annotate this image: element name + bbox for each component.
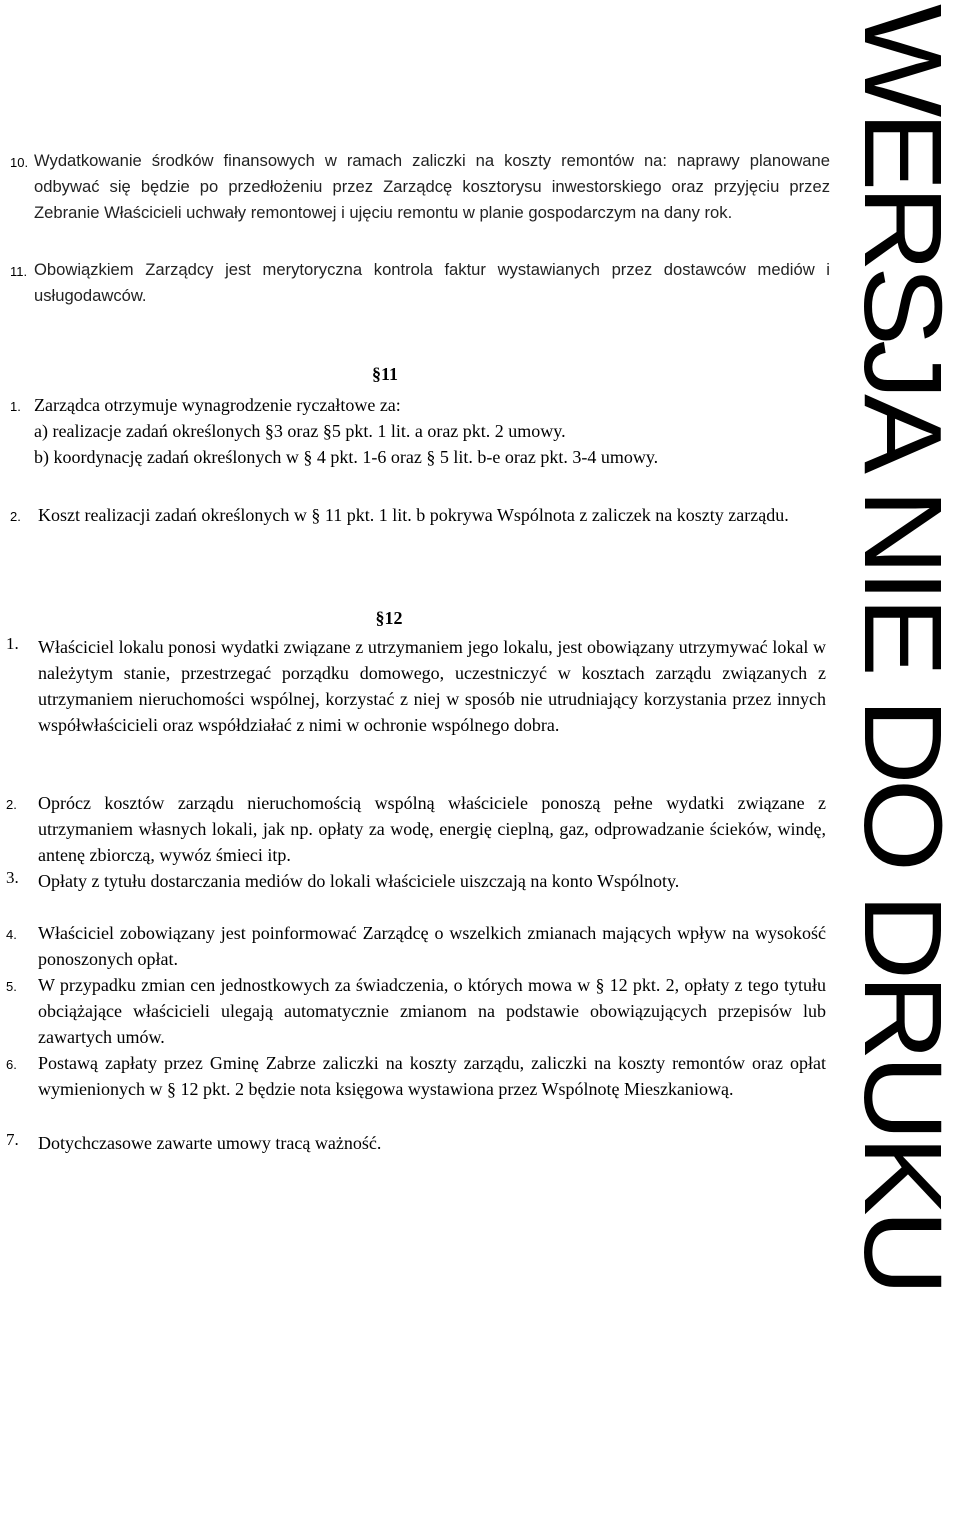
item-number: 3.: [6, 868, 19, 887]
watermark-text: WERSJA NIE DO DRUKU: [840, 4, 964, 1291]
section-heading: §11: [371, 364, 398, 384]
list-item: [6, 634, 826, 738]
list-item: [10, 502, 830, 528]
item-text: Wydatkowanie środków finansowych w ramach zaliczki na koszty remontów na: naprawy planowane odbywać się będzie po przedłożeniu przez Zarządcę kosztorysu inwestorskiego oraz przyjęciu przez Zebranie Właścicieli uchwały remontowej i ujęciu remontu w planie gospodarczym na dany rok.: [34, 151, 830, 222]
item-number: 2.: [6, 797, 17, 812]
item-text: Oprócz kosztów zarządu nieruchomością wspólną właściciele ponoszą pełne wydatki związane z utrzymaniem własnych lokali, jak np. opłaty za wodę, energię cieplną, gaz, odprowadzanie ścieków, windę, antenę zbiorczą, wywóz śmieci itp.: [38, 793, 826, 865]
section-heading: §12: [375, 608, 403, 628]
list-item: [10, 257, 830, 309]
list-item: [6, 790, 826, 868]
list-item: [6, 868, 826, 894]
list-item: [10, 392, 830, 470]
item-number: 1.: [6, 634, 19, 653]
list-item: [6, 1130, 826, 1156]
item-text: Postawą zapłaty przez Gminę Zabrze zaliczki na koszty zarządu, zaliczki na koszty remontów oraz opłat wymienionych w § 12 pkt. 2 będzie nota księgowa wystawiona przez Wspólnotę Mieszkaniową.: [38, 1053, 826, 1099]
item-number: 6.: [6, 1057, 17, 1072]
item-text: Dotychczasowe zawarte umowy tracą ważność.: [38, 1133, 382, 1153]
item-number: 7.: [6, 1130, 19, 1149]
sub-item: b) koordynację zadań określonych w § 4 pkt. 1-6 oraz § 5 lit. b-e oraz pkt. 3-4 umowy.: [34, 447, 659, 467]
list-item: [6, 972, 826, 1050]
item-text: Zarządca otrzymuje wynagrodzenie ryczałtowe za:: [34, 395, 401, 415]
item-text: W przypadku zmian cen jednostkowych za świadczenia, o których mowa w § 12 pkt. 2, opłaty z tego tytułu obciążające właścicieli ulegają automatycznie zmianom na podstawie obowiązujących przepisów lub zawartych umów.: [38, 975, 826, 1047]
list-item: [6, 920, 826, 972]
item-number: 11.: [10, 264, 28, 279]
item-number: 5.: [6, 979, 17, 994]
item-number: 2.: [10, 509, 21, 524]
item-number: 10.: [10, 155, 29, 170]
watermark: [840, 4, 964, 1538]
list-item: [6, 1050, 826, 1102]
item-text: Obowiązkiem Zarządcy jest merytoryczna kontrola faktur wystawianych przez dostawców mediów i usługodawców.: [34, 260, 830, 305]
list-item: [10, 148, 830, 226]
item-number: 4.: [6, 927, 17, 942]
item-text: Koszt realizacji zadań określonych w § 11 pkt. 1 lit. b pokrywa Wspólnota z zaliczek na koszty zarządu.: [38, 505, 789, 525]
item-text: Właściciel zobowiązany jest poinformować Zarządcę o wszelkich zmianach mających wpływ na wysokość ponoszonych opłat.: [38, 923, 826, 969]
item-number: 1.: [10, 399, 21, 414]
item-text: Opłaty z tytułu dostarczania mediów do lokali właściciele uiszczają na konto Wspólnoty.: [38, 871, 680, 891]
item-text: Właściciel lokalu ponosi wydatki związane z utrzymaniem jego lokalu, jest obowiązany utrzymywać lokal w należytym stanie, przestrzegać porządku domowego, uczestniczyć w kosztach zarządu związanych z utrzymaniem nieruchomości wspólnej, korzystać z niej w sposób nie utrudniający korzystania przez innych współwłaścicieli oraz współdziałać z nimi w ochronie wspólnego dobra.: [38, 637, 826, 735]
sub-item: a) realizacje zadań określonych §3 oraz §5 pkt. 1 lit. a oraz pkt. 2 umowy.: [34, 421, 566, 441]
